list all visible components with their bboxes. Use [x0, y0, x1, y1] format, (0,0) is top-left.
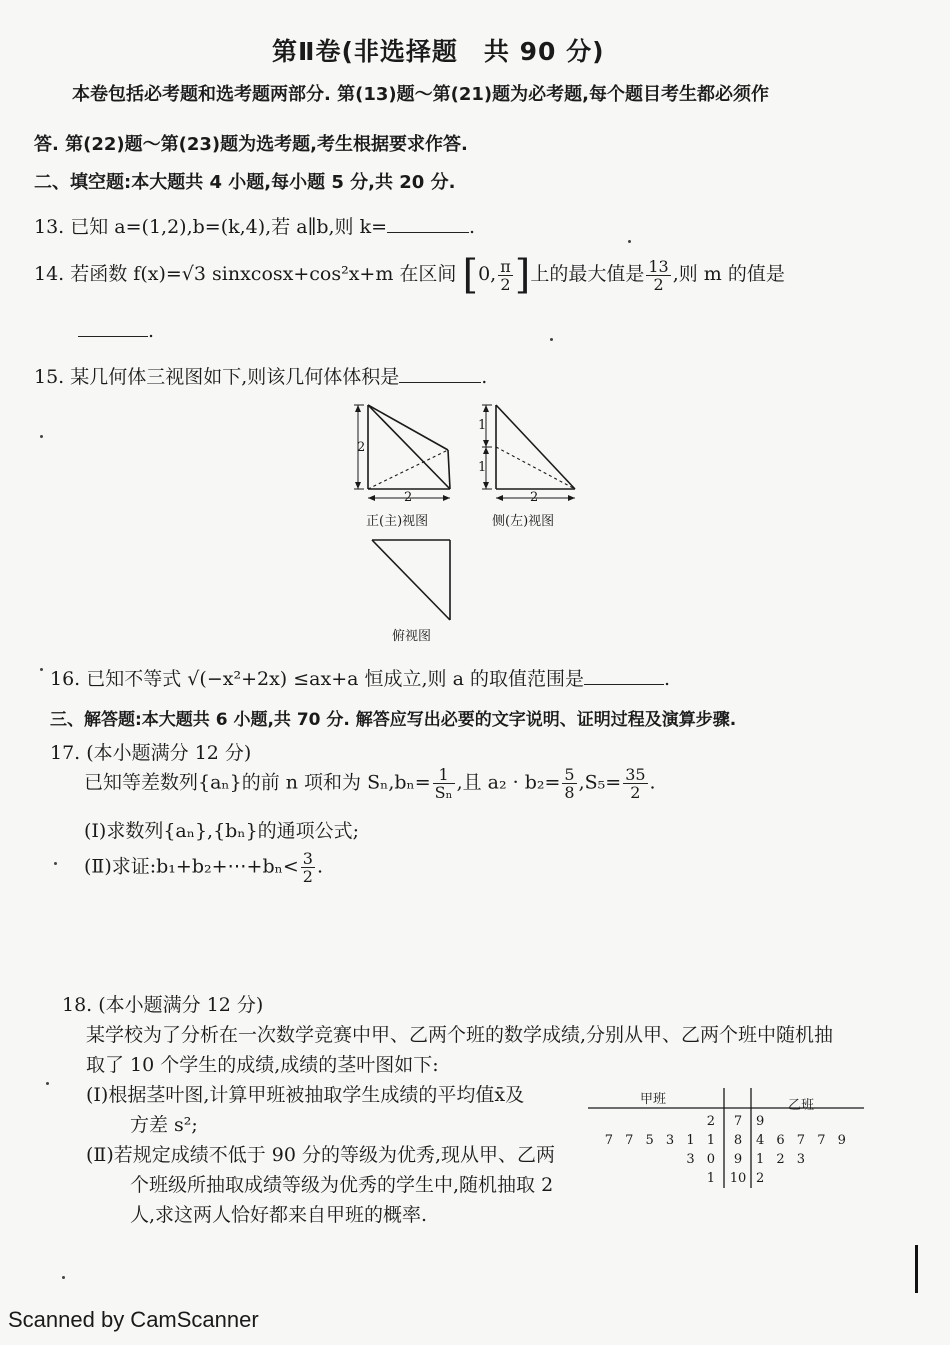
question-16-end: .: [663, 668, 670, 690]
answer-blank-13: [387, 216, 469, 233]
question-18-part-1b: 方差 s²;: [130, 1114, 198, 1136]
fraction-13-over-2: [646, 258, 670, 293]
table-row-right: 9: [756, 1114, 769, 1129]
fraction-pi-over-2: [498, 258, 513, 293]
answer-blank-14: [78, 320, 148, 337]
question-15-text: 15. 某几何体三视图如下,则该几何体体积是: [34, 366, 400, 388]
question-14-answer-line: [78, 320, 154, 342]
table-row-left: 1: [706, 1171, 719, 1186]
fraction-1-over-sn: [433, 766, 455, 801]
scan-speck: [54, 862, 57, 865]
side-view-drawing: [482, 405, 575, 501]
side-view-label: 侧(左)视图: [492, 514, 555, 529]
right-bracket: ]: [514, 252, 531, 298]
question-15-end: .: [481, 366, 488, 388]
side-height-label-1: 1: [478, 418, 487, 433]
front-width-label: 2: [404, 490, 413, 505]
question-14-suffix: ,则 m 的值是: [672, 263, 785, 285]
question-16-text: 16. 已知不等式 √(−x²+2x) ≤ax+a 恒成立,则 a 的取值范围是: [50, 668, 584, 690]
frac-num: 1: [433, 766, 455, 784]
frac-num: 13: [648, 256, 669, 276]
page-title: 第Ⅱ卷(非选择题 共 90 分): [272, 37, 605, 66]
answer-blank-15: [399, 366, 481, 383]
question-17-part-2: [84, 850, 323, 885]
top-view-label: 俯视图: [392, 629, 432, 644]
question-18-part-2a: (Ⅱ)若规定成绩不低于 90 分的等级为优秀,现从甲、乙两: [86, 1144, 556, 1166]
top-view-drawing: [372, 540, 450, 620]
part-2-end: .: [316, 855, 323, 878]
section-heading-solutions: 三、解答题:本大题共 6 小题,共 70 分. 解答应写出必要的文字说明、证明过程及演算步骤.: [50, 710, 737, 730]
table-row-left: 7 7 5 3 1 1: [604, 1133, 719, 1148]
left-bracket: [: [462, 252, 479, 298]
question-13-text: 13. 已知 a=(1,2),b=(k,4),若 a∥b,则 k=: [34, 216, 388, 238]
question-17-part-1: (Ⅰ)求数列{aₙ},{bₙ}的通项公式;: [84, 820, 360, 842]
question-18-part-2c: 人,求这两人恰好都来自甲班的概率.: [130, 1204, 428, 1226]
question-18-part-1a: (Ⅰ)根据茎叶图,计算甲班被抽取学生成绩的平均值x̄及: [86, 1084, 525, 1106]
frac-num: 5: [564, 765, 575, 784]
scan-speck: [628, 240, 631, 243]
interval-left: 0,: [478, 263, 497, 285]
stem-part-b: ,且 a₂ · b₂=: [456, 771, 561, 794]
side-width-label: 2: [530, 490, 539, 505]
scan-speck: [550, 338, 553, 341]
table-row-stem: 8: [733, 1133, 743, 1148]
frac-num: 3: [302, 849, 313, 868]
frac-den: 2: [302, 867, 313, 886]
question-18-line-2: 取了 10 个学生的成绩,成绩的茎叶图如下:: [86, 1054, 439, 1076]
question-14-prefix: 14. 若函数 f(x)=√3 sinxcosx+cos²x+m 在区间: [34, 263, 457, 285]
stem-part-a: 已知等差数列{aₙ}的前 n 项和为 Sₙ,bₙ=: [84, 771, 431, 794]
table-header-class-a: 甲班: [640, 1092, 667, 1107]
question-18-header: 18. (本小题满分 12 分): [62, 994, 264, 1016]
stem-leaf-table: [588, 1086, 864, 1190]
front-view-drawing: [354, 405, 450, 501]
table-row-right: 4 6 7 7 9: [756, 1133, 850, 1148]
frac-den: 8: [564, 783, 575, 802]
question-14-middle: 上的最大值是: [530, 263, 645, 285]
fraction-3-over-2: [301, 850, 315, 885]
question-13: [34, 212, 475, 239]
frac-num: π: [500, 256, 511, 276]
question-17-stem: [84, 766, 656, 801]
scan-edge-mark: [915, 1245, 918, 1293]
question-17-header: 17. (本小题满分 12 分): [50, 742, 252, 764]
table-row-stem: 9: [733, 1152, 743, 1167]
question-15: [34, 362, 487, 389]
question-14: [34, 252, 785, 298]
question-14-end: .: [148, 320, 155, 342]
question-16: [50, 664, 670, 691]
section-heading-fill-in: 二、填空题:本大题共 4 小题,每小题 5 分,共 20 分.: [34, 172, 456, 193]
frac-den: 2: [653, 274, 664, 294]
table-row-left: 3 0: [686, 1152, 719, 1167]
scan-speck: [62, 1276, 65, 1279]
fraction-35-over-2: [623, 766, 647, 801]
fraction-5-over-8: [562, 766, 576, 801]
table-row-right: 1 2 3: [756, 1152, 810, 1167]
frac-den: 2: [630, 783, 641, 802]
frac-den: Sₙ: [434, 783, 453, 802]
question-13-end: .: [469, 216, 476, 238]
question-18-part-2b: 个班级所抽取成绩等级为优秀的学生中,随机抽取 2: [130, 1174, 554, 1196]
scan-speck: [46, 1082, 49, 1085]
answer-blank-16: [584, 668, 664, 685]
scanner-watermark: Scanned by CamScanner: [8, 1307, 259, 1332]
table-header-class-b: 乙班: [788, 1098, 815, 1113]
scan-speck: [40, 668, 43, 671]
scan-speck: [40, 435, 43, 438]
stem-part-d: .: [649, 771, 656, 794]
frac-den: 2: [500, 274, 511, 294]
frac-num: 35: [625, 765, 646, 784]
part-2-prefix: (Ⅱ)求证:b₁+b₂+⋯+bₙ<: [84, 855, 299, 878]
table-row-right: 2: [756, 1171, 769, 1186]
front-view-label: 正(主)视图: [366, 514, 429, 529]
intro-line-2: 答. 第(22)题～第(23)题为选考题,考生根据要求作答.: [34, 134, 468, 155]
table-row-left: 2: [706, 1114, 719, 1129]
question-18-line-1: 某学校为了分析在一次数学竞赛中甲、乙两个班的数学成绩,分别从甲、乙两个班中随机抽: [86, 1024, 834, 1046]
table-row-stem: 7: [733, 1114, 743, 1129]
front-height-label: 2: [357, 440, 366, 455]
stem-part-c: ,S₅=: [578, 771, 622, 794]
side-height-label-2: 1: [478, 460, 487, 475]
table-row-stem: 10: [729, 1171, 747, 1186]
intro-line-1: 本卷包括必考题和选考题两部分. 第(13)题～第(21)题为必考题,每个题目考生都必须作: [72, 84, 769, 105]
